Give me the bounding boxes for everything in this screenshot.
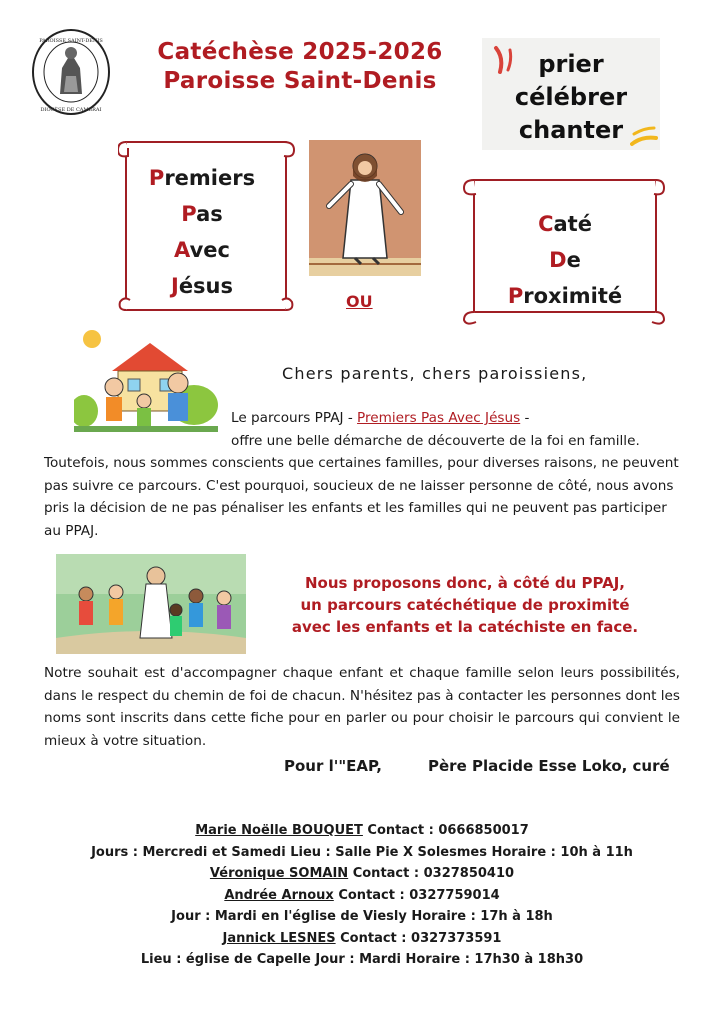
ppaj-word-1: Premiers: [148, 166, 256, 190]
wish-paragraph: Notre souhait est d'accompagner chaque enfant et chaque famille selon leurs possibilités, dans le respect du chemin de foi de chacun. N'hésitez pas à contacter les personnes dont les noms sont inscrits dans cette fiche pour en parler ou pour choisir le parcours qui convient le mieux à votre situation.: [44, 665, 680, 749]
ppaj-word-3: Avec: [174, 238, 230, 262]
cdp-word-2: De: [549, 248, 581, 272]
proposal-line-2: un parcours catéchétique de proximité: [300, 596, 630, 614]
cdp-word-1: Caté: [538, 212, 592, 236]
cdp-word-3: Proximité: [507, 284, 623, 308]
contact-4-name: Jannick LESNES: [222, 930, 336, 946]
proposal-line-3: avec les enfants et la catéchiste en face.: [291, 618, 639, 636]
intro-paragraph: [44, 407, 680, 542]
jesus-illustration: [309, 140, 421, 276]
svg-text:PAROISSE SAINT-DENIS: PAROISSE SAINT-DENIS: [39, 38, 103, 44]
contact-4: [60, 928, 664, 950]
page-title: [120, 38, 480, 96]
title-line-2: Paroisse Saint-Denis: [163, 68, 437, 94]
intro-body: Toutefois, nous sommes conscients que certaines familles, pour diverses raisons, ne peuvent pas suivre ce parcours. C'est pourquoi, soucieux de ne laisser personne de côté, nous avons pris la décision de ne pas pénaliser les enfants et les familles qui ne peuvent pas participer au PPAJ.: [44, 455, 679, 539]
parish-seal-logo: [30, 28, 112, 116]
ppaj-word-2: Pas: [181, 202, 223, 226]
contact-1-phone: Contact : 0666850017: [362, 823, 529, 838]
greeting: Chers parents, chers paroissiens,: [282, 364, 588, 383]
or-separator: OU: [346, 292, 373, 311]
ppaj-word-4: Jésus: [170, 274, 234, 298]
contact-2: [60, 863, 664, 885]
badge-word-celebrer: célébrer: [514, 83, 628, 111]
proposal-line-1: Nous proposons donc, à côté du PPAJ,: [304, 574, 625, 592]
intro-first-line: Le parcours PPAJ - Premiers Pas Avec Jésus -: [231, 410, 530, 426]
badge-word-chanter: chanter: [518, 116, 624, 144]
contact-3-details: Jour : Mardi en l'église de Viesly Horaire : 17h à 18h: [171, 909, 553, 924]
contact-1-name: Marie Noëlle BOUQUET: [195, 823, 363, 838]
contact-1-details: Jours : Mercredi et Samedi Lieu : Salle Pie X Solesmes Horaire : 10h à 11h: [91, 844, 633, 860]
contact-3: [60, 885, 664, 907]
contact-4-details: Lieu : église de Capelle Jour : Mardi Horaire : 17h30 à 18h30: [140, 952, 584, 967]
badge-word-prier: prier: [538, 50, 604, 78]
contact-3-name: Andrée Arnoux: [224, 887, 334, 903]
children-with-jesus-illustration: [56, 554, 246, 654]
contact-1: [60, 820, 664, 842]
title-line-1: Catéchèse 2025-2026: [157, 39, 443, 65]
intro-second-line: offre une belle démarche de découverte de la foi en famille.: [231, 432, 640, 449]
ppaj-scroll-banner: [118, 134, 296, 320]
contact-2-name: Véronique SOMAIN: [209, 866, 349, 881]
prayer-badge: [482, 38, 660, 150]
contact-2-phone: Contact : 0327850410: [348, 866, 515, 881]
signature-priest: Père Placide Esse Loko, curé: [428, 757, 670, 775]
proposal-text: [270, 572, 660, 638]
svg-text:DIOCÈSE DE CAMBRAI: DIOCÈSE DE CAMBRAI: [40, 107, 102, 113]
cdp-scroll-banner: [460, 172, 666, 328]
contact-4-phone: Contact : 0327373591: [335, 930, 502, 946]
signature-eap: Pour l'"EAP,: [284, 757, 382, 775]
contact-3-phone: Contact : 0327759014: [333, 887, 500, 903]
contacts-block: [60, 820, 664, 971]
ppaj-highlight: Premiers Pas Avec Jésus: [357, 410, 521, 426]
